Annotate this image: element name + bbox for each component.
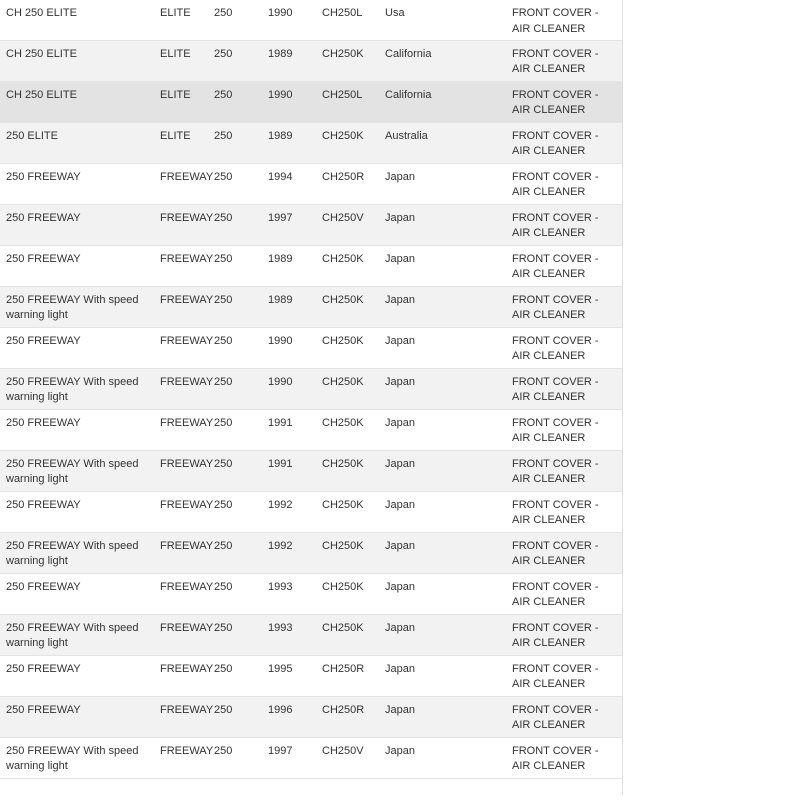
model-code-cell: CH250K: [322, 129, 364, 142]
series-cell: FREEWAY: [160, 703, 214, 716]
displacement-cell: 250: [214, 539, 233, 552]
model-code-cell: CH250R: [322, 170, 365, 183]
table-row[interactable]: [0, 286, 622, 327]
year-cell: 1997: [268, 744, 293, 757]
model-cell: CH 250 ELITE: [6, 88, 77, 101]
series-cell: FREEWAY: [160, 293, 214, 306]
table-row[interactable]: [0, 245, 622, 286]
model-cell: 250 FREEWAY: [6, 662, 81, 675]
year-cell: 1989: [268, 129, 293, 142]
part-name-cell: FRONT COVER - AIR CLEANER: [512, 498, 599, 526]
region-cell: Usa: [385, 7, 405, 19]
region-cell: Japan: [385, 334, 415, 347]
displacement-cell: 250: [214, 47, 233, 60]
displacement-cell: 250: [214, 662, 233, 675]
displacement-cell: 250: [214, 580, 233, 593]
region-cell: Japan: [385, 416, 415, 429]
model-cell: 250 FREEWAY: [6, 498, 81, 511]
part-name-cell: FRONT COVER - AIR CLEANER: [512, 457, 599, 485]
model-cell: 250 FREEWAY: [6, 211, 81, 224]
displacement-cell: 250: [214, 334, 233, 347]
year-cell: 1989: [268, 252, 293, 265]
part-name-cell: FRONT COVER - AIR CLEANER: [512, 293, 599, 321]
model-cell: 250 FREEWAY: [6, 580, 81, 593]
region-cell: Japan: [385, 211, 415, 224]
part-name-cell: FRONT COVER - AIR CLEANER: [512, 621, 599, 649]
year-cell: 1994: [268, 170, 293, 183]
year-cell: 1990: [268, 334, 293, 347]
model-code-cell: CH250K: [322, 539, 364, 552]
series-cell: FREEWAY: [160, 498, 214, 511]
year-cell: 1991: [268, 457, 293, 470]
year-cell: 1997: [268, 211, 293, 224]
displacement-cell: 250: [214, 416, 233, 429]
year-cell: 1990: [268, 375, 293, 388]
displacement-cell: 250: [214, 744, 233, 757]
year-cell: 1993: [268, 580, 293, 593]
series-cell: FREEWAY: [160, 744, 214, 757]
year-cell: 1995: [268, 662, 293, 675]
model-code-cell: CH250V: [322, 211, 364, 224]
table-row[interactable]: [0, 737, 622, 778]
model-cell: 250 FREEWAY: [6, 334, 81, 347]
series-cell: FREEWAY: [160, 539, 214, 552]
displacement-cell: 250: [214, 375, 233, 388]
series-cell: ELITE: [160, 129, 191, 142]
displacement-cell: 250: [214, 211, 233, 224]
model-cell: 250 FREEWAY With speed warning light: [6, 375, 139, 403]
part-name-cell: FRONT COVER - AIR CLEANER: [512, 252, 599, 280]
region-cell: Japan: [385, 703, 415, 716]
model-cell: 250 ELITE: [6, 129, 58, 142]
series-cell: FREEWAY: [160, 580, 214, 593]
model-code-cell: CH250L: [322, 7, 363, 19]
displacement-cell: 250: [214, 129, 233, 142]
part-name-cell: FRONT COVER - AIR CLEANER: [512, 580, 599, 608]
year-cell: 1991: [268, 416, 293, 429]
model-code-cell: CH250R: [322, 662, 365, 675]
model-code-cell: CH250K: [322, 621, 364, 634]
part-name-cell: FRONT COVER - AIR CLEANER: [512, 416, 599, 444]
displacement-cell: 250: [214, 170, 233, 183]
part-name-cell: FRONT COVER - AIR CLEANER: [512, 744, 599, 772]
model-cell: CH 250 ELITE: [6, 47, 77, 60]
table-row[interactable]: [0, 40, 622, 81]
model-code-cell: CH250L: [322, 88, 363, 101]
displacement-cell: 250: [214, 88, 233, 101]
table-row[interactable]: [0, 163, 622, 204]
table-row[interactable]: [0, 327, 622, 368]
table-row[interactable]: [0, 491, 622, 532]
series-cell: FREEWAY: [160, 621, 214, 634]
region-cell: Japan: [385, 744, 415, 757]
series-cell: FREEWAY: [160, 375, 214, 388]
region-cell: Australia: [385, 129, 428, 142]
series-cell: FREEWAY: [160, 416, 214, 429]
series-cell: FREEWAY: [160, 334, 214, 347]
region-cell: Japan: [385, 539, 415, 552]
year-cell: 1989: [268, 293, 293, 306]
model-code-cell: CH250K: [322, 375, 364, 388]
table-row[interactable]: [0, 122, 622, 163]
year-cell: 1989: [268, 47, 293, 60]
region-cell: Japan: [385, 457, 415, 470]
model-cell: 250 FREEWAY: [6, 416, 81, 429]
table-right-border: [622, 0, 623, 795]
region-cell: California: [385, 47, 432, 60]
region-cell: California: [385, 88, 432, 101]
displacement-cell: 250: [214, 498, 233, 511]
table-row[interactable]: [0, 532, 622, 573]
region-cell: Japan: [385, 621, 415, 634]
model-code-cell: CH250R: [322, 703, 365, 716]
model-code-cell: CH250K: [322, 416, 364, 429]
model-code-cell: CH250V: [322, 744, 364, 757]
part-name-cell: FRONT COVER - AIR CLEANER: [512, 539, 599, 567]
table-row[interactable]: [0, 655, 622, 696]
region-cell: Japan: [385, 662, 415, 675]
model-code-cell: CH250K: [322, 252, 364, 265]
region-cell: Japan: [385, 170, 415, 183]
model-cell: 250 FREEWAY With speed warning light: [6, 293, 139, 321]
model-code-cell: CH250K: [322, 47, 364, 60]
series-cell: FREEWAY: [160, 211, 214, 224]
year-cell: 1990: [268, 7, 293, 19]
table-row[interactable]: [0, 696, 622, 737]
series-cell: FREEWAY: [160, 170, 214, 183]
model-code-cell: CH250K: [322, 293, 364, 306]
part-name-cell: FRONT COVER - AIR CLEANER: [512, 170, 599, 198]
table-row[interactable]: [0, 204, 622, 245]
table-row[interactable]: [0, 368, 622, 409]
series-cell: ELITE: [160, 7, 191, 19]
model-cell: 250 FREEWAY: [6, 252, 81, 265]
model-cell: CH 250 ELITE: [6, 7, 77, 19]
model-code-cell: CH250K: [322, 580, 364, 593]
series-cell: ELITE: [160, 88, 191, 101]
displacement-cell: 250: [214, 457, 233, 470]
part-name-cell: FRONT COVER - AIR CLEANER: [512, 129, 599, 157]
model-code-cell: CH250K: [322, 457, 364, 470]
model-cell: 250 FREEWAY With speed warning light: [6, 457, 139, 485]
region-cell: Japan: [385, 293, 415, 306]
part-name-cell: FRONT COVER - AIR CLEANER: [512, 703, 599, 731]
part-name-cell: FRONT COVER - AIR CLEANER: [512, 375, 599, 403]
model-cell: 250 FREEWAY With speed warning light: [6, 539, 139, 567]
table-row[interactable]: [0, 0, 622, 40]
model-code-cell: CH250K: [322, 498, 364, 511]
series-cell: FREEWAY: [160, 662, 214, 675]
year-cell: 1992: [268, 539, 293, 552]
series-cell: FREEWAY: [160, 252, 214, 265]
displacement-cell: 250: [214, 252, 233, 265]
part-name-cell: FRONT COVER - AIR CLEANER: [512, 334, 599, 362]
year-cell: 1992: [268, 498, 293, 511]
displacement-cell: 250: [214, 7, 233, 19]
model-cell: 250 FREEWAY: [6, 703, 81, 716]
series-cell: FREEWAY: [160, 457, 214, 470]
displacement-cell: 250: [214, 293, 233, 306]
table-row[interactable]: [0, 409, 622, 450]
series-cell: ELITE: [160, 47, 191, 60]
region-cell: Japan: [385, 375, 415, 388]
year-cell: 1990: [268, 88, 293, 101]
region-cell: Japan: [385, 580, 415, 593]
model-cell: 250 FREEWAY With speed warning light: [6, 621, 139, 649]
table-row[interactable]: [0, 450, 622, 491]
table-row[interactable]: [0, 81, 622, 122]
model-cell: 250 FREEWAY: [6, 170, 81, 183]
table-row[interactable]: [0, 573, 622, 614]
part-name-cell: FRONT COVER - AIR CLEANER: [512, 47, 599, 75]
year-cell: 1993: [268, 621, 293, 634]
part-name-cell: FRONT COVER - AIR CLEANER: [512, 7, 599, 35]
displacement-cell: 250: [214, 703, 233, 716]
part-name-cell: FRONT COVER - AIR CLEANER: [512, 88, 599, 116]
year-cell: 1996: [268, 703, 293, 716]
part-name-cell: FRONT COVER - AIR CLEANER: [512, 662, 599, 690]
region-cell: Japan: [385, 498, 415, 511]
model-code-cell: CH250K: [322, 334, 364, 347]
model-cell: 250 FREEWAY With speed warning light: [6, 744, 139, 772]
displacement-cell: 250: [214, 621, 233, 634]
table-row[interactable]: [0, 614, 622, 655]
part-name-cell: FRONT COVER - AIR CLEANER: [512, 211, 599, 239]
region-cell: Japan: [385, 252, 415, 265]
